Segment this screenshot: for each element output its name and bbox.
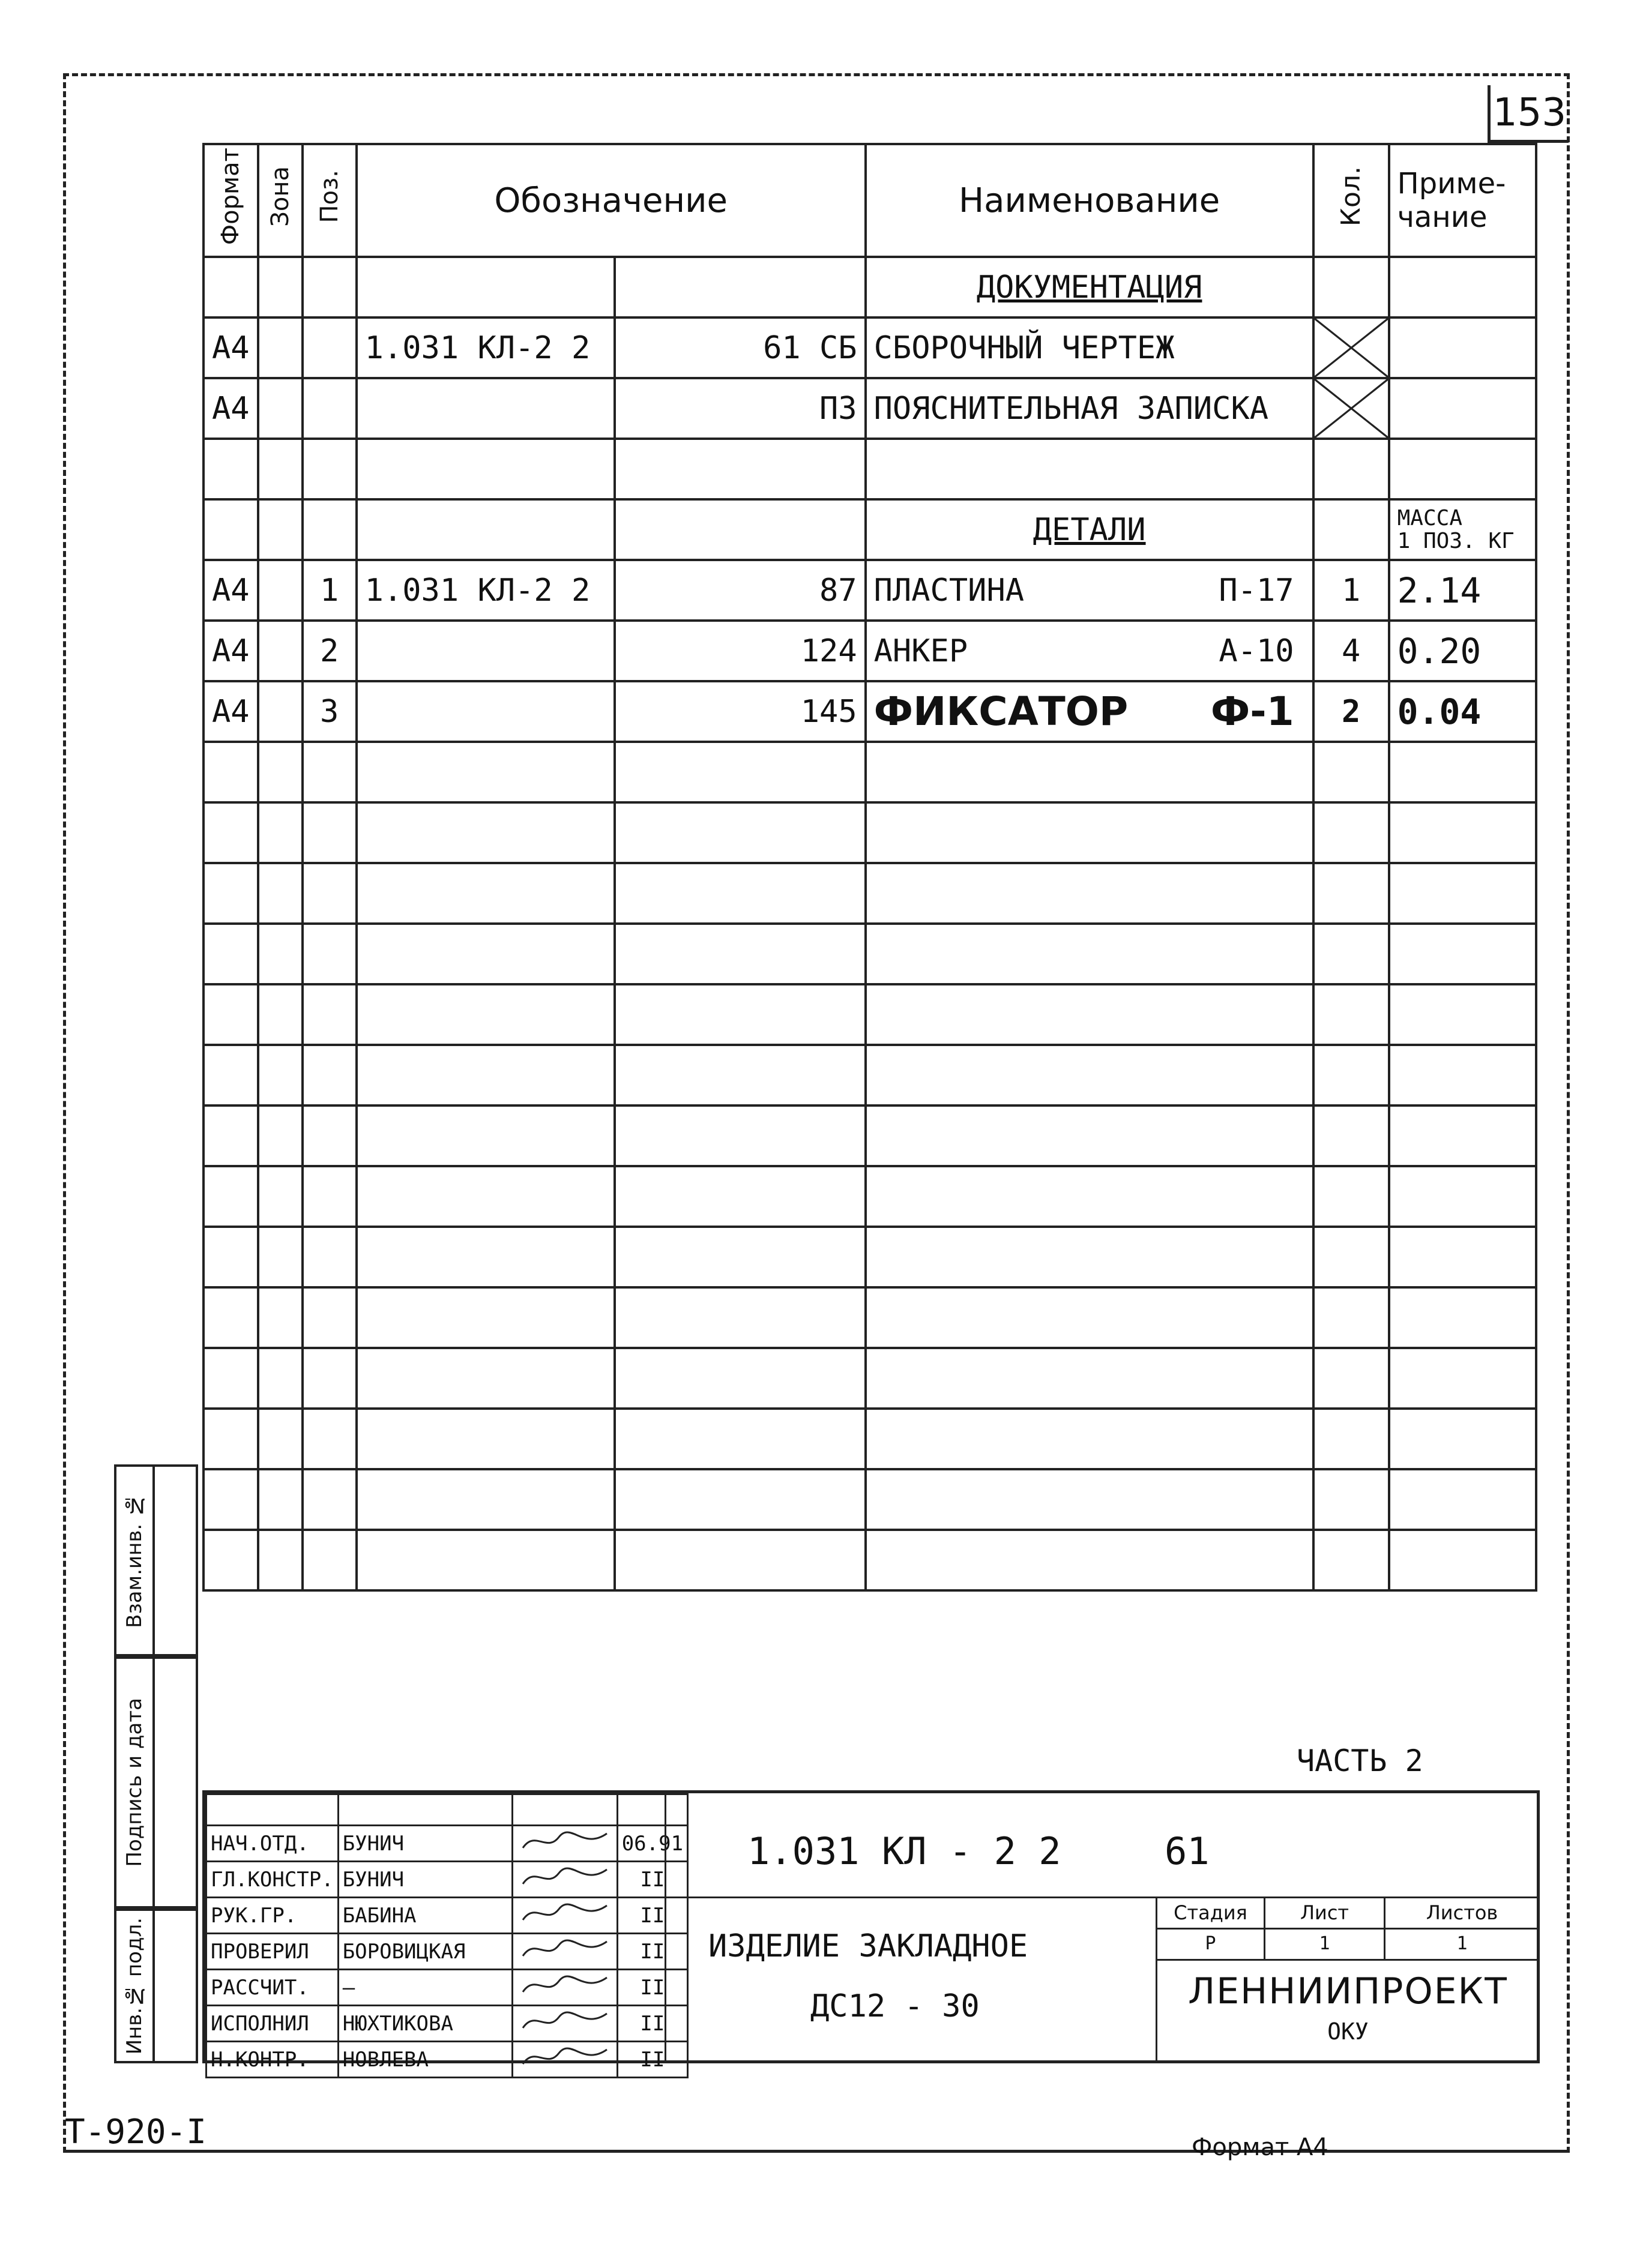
cell-empty xyxy=(1313,1348,1389,1409)
cell-zone xyxy=(258,621,303,681)
cell-empty xyxy=(258,1227,303,1287)
strip-inventory: Инв.№ подл. xyxy=(114,1909,198,2063)
cell-format xyxy=(203,499,258,560)
cell-empty xyxy=(615,1105,866,1166)
cell-qty: 2 xyxy=(1313,681,1389,742)
signature-sign xyxy=(512,1898,617,1934)
cell-zone xyxy=(258,317,303,378)
cell-empty xyxy=(1389,802,1536,863)
cell-note: МАССА 1 ПОЗ. КГ xyxy=(1389,499,1536,560)
product-code: ДС12 - 30 xyxy=(810,1988,980,2024)
cell-empty xyxy=(615,1469,866,1530)
cell-empty xyxy=(258,863,303,924)
empty-row xyxy=(203,1227,1536,1287)
cell-qty xyxy=(1313,378,1389,439)
cell-empty xyxy=(866,742,1313,802)
empty-row xyxy=(203,1469,1536,1530)
cell-empty xyxy=(615,1227,866,1287)
signature-row xyxy=(207,2042,688,2078)
signature-sign xyxy=(512,2042,617,2078)
cell-qty xyxy=(1313,317,1389,378)
signature-name: БОРОВИЦКАЯ xyxy=(338,1934,512,1970)
cell-empty xyxy=(615,1045,866,1105)
signature-date: 06.91 xyxy=(617,1826,687,1862)
cell-empty xyxy=(1313,984,1389,1045)
cell-empty xyxy=(866,1287,1313,1348)
empty-row xyxy=(203,1409,1536,1469)
signature-empty xyxy=(512,1794,617,1826)
handwritten-signature xyxy=(517,1898,613,1927)
cell-code xyxy=(615,499,866,560)
item-mark: Ф-1 xyxy=(1210,688,1294,735)
item-mark: П-17 xyxy=(1219,572,1294,609)
cell-designation xyxy=(357,499,615,560)
cell-empty xyxy=(258,1530,303,1590)
cell-empty xyxy=(1389,984,1536,1045)
cell-empty xyxy=(258,1409,303,1469)
product-title: ИЗДЕЛИЕ ЗАКЛАДНОЕ xyxy=(708,1928,1028,1964)
cell-empty xyxy=(303,1105,357,1166)
cell-empty xyxy=(357,742,615,802)
cell-empty xyxy=(258,1045,303,1105)
cell-code: 61 СБ xyxy=(615,317,866,378)
cell-empty xyxy=(258,1348,303,1409)
cell-empty xyxy=(258,1469,303,1530)
cell-empty xyxy=(203,1348,258,1409)
empty-row xyxy=(203,984,1536,1045)
cell-empty xyxy=(866,802,1313,863)
handwritten-signature xyxy=(517,2006,613,2035)
stage-label: Стадия xyxy=(1157,1898,1265,1930)
cell-empty xyxy=(303,742,357,802)
cell-empty xyxy=(1313,1227,1389,1287)
table-row xyxy=(203,317,1536,378)
cell-pos: 1 xyxy=(303,560,357,621)
empty-row xyxy=(203,802,1536,863)
cell-empty xyxy=(866,1166,1313,1227)
table-row xyxy=(203,560,1536,621)
signature-empty xyxy=(338,1794,512,1826)
cell-empty xyxy=(1313,1469,1389,1530)
title-block xyxy=(202,1790,1540,2072)
signature-sign xyxy=(512,1862,617,1898)
cell-format: А4 xyxy=(203,378,258,439)
cell-empty xyxy=(303,1045,357,1105)
signature-row xyxy=(207,1970,688,2006)
cell-format xyxy=(203,257,258,317)
cell-empty xyxy=(1313,742,1389,802)
cell-empty xyxy=(303,1227,357,1287)
signature-role: ИСПОЛНИЛ xyxy=(207,2006,339,2042)
cell-code xyxy=(615,257,866,317)
handwritten-signature xyxy=(517,2042,613,2071)
cell-empty xyxy=(615,1409,866,1469)
cell-pos xyxy=(303,378,357,439)
cell-empty xyxy=(303,802,357,863)
cell-empty xyxy=(303,1166,357,1227)
cell-empty xyxy=(1313,1530,1389,1590)
stage-field xyxy=(1156,1898,1537,2060)
cell-empty xyxy=(303,863,357,924)
cell-pos xyxy=(303,499,357,560)
signature-role: Н.КОНТР. xyxy=(207,2042,339,2078)
cell-empty xyxy=(1389,1469,1536,1530)
cell-empty xyxy=(1389,742,1536,802)
cell-empty xyxy=(303,984,357,1045)
specification-table xyxy=(202,143,1537,1592)
header-pos: Поз. xyxy=(303,144,357,257)
organization: ЛЕННИИПРОЕКТ xyxy=(1188,1970,1508,2012)
cell-empty xyxy=(615,1530,866,1590)
sheet-label: Лист xyxy=(1265,1898,1385,1930)
cell-note: 0.20 xyxy=(1389,621,1536,681)
cell-zone xyxy=(258,439,303,499)
signature-date: II xyxy=(617,1970,687,2006)
signature-name: НОВЛЕВА xyxy=(338,2042,512,2078)
cross-mark xyxy=(1315,379,1388,438)
cell-name: ФИКСАТОР Ф-1 xyxy=(866,681,1313,742)
cell-empty xyxy=(258,1105,303,1166)
cell-empty xyxy=(866,984,1313,1045)
cell-empty xyxy=(1313,1287,1389,1348)
table-row xyxy=(203,681,1536,742)
cell-code: ПЗ xyxy=(615,378,866,439)
cell-empty xyxy=(1389,1166,1536,1227)
table-row xyxy=(203,257,1536,317)
signature-row xyxy=(207,1826,688,1862)
signature-name: БУНИЧ xyxy=(338,1862,512,1898)
stage-value: Р xyxy=(1157,1930,1265,1961)
cell-empty xyxy=(357,1045,615,1105)
cell-empty xyxy=(615,1287,866,1348)
cell-designation xyxy=(357,378,615,439)
cell-pos xyxy=(303,317,357,378)
cell-empty xyxy=(866,863,1313,924)
code-field xyxy=(665,1793,1537,1898)
cell-empty xyxy=(866,1409,1313,1469)
cell-empty xyxy=(303,1287,357,1348)
table-row xyxy=(203,378,1536,439)
cell-note xyxy=(1389,439,1536,499)
part-label: ЧАСТЬ 2 xyxy=(1297,1743,1423,1778)
cell-empty xyxy=(258,802,303,863)
cell-empty xyxy=(615,1166,866,1227)
empty-row xyxy=(203,1045,1536,1105)
cell-code: 145 xyxy=(615,681,866,742)
cell-pos: 3 xyxy=(303,681,357,742)
header-qty: Кол. xyxy=(1313,144,1389,257)
cell-empty xyxy=(258,1166,303,1227)
cell-zone xyxy=(258,378,303,439)
cell-note xyxy=(1389,378,1536,439)
cell-designation xyxy=(357,439,615,499)
signature-row-empty xyxy=(207,1794,688,1826)
empty-row xyxy=(203,1166,1536,1227)
cell-empty xyxy=(615,802,866,863)
cell-empty xyxy=(1313,863,1389,924)
cell-empty xyxy=(357,863,615,924)
cell-code: 87 xyxy=(615,560,866,621)
empty-row xyxy=(203,1105,1536,1166)
cell-empty xyxy=(203,1409,258,1469)
cell-zone xyxy=(258,499,303,560)
cell-name xyxy=(866,439,1313,499)
signature-date: II xyxy=(617,1862,687,1898)
signature-role: ПРОВЕРИЛ xyxy=(207,1934,339,1970)
cell-empty xyxy=(203,1469,258,1530)
empty-row xyxy=(203,924,1536,984)
empty-row xyxy=(203,863,1536,924)
cell-empty xyxy=(203,1530,258,1590)
cell-empty xyxy=(203,1227,258,1287)
cell-empty xyxy=(203,1166,258,1227)
cell-empty xyxy=(1389,1348,1536,1409)
cell-empty xyxy=(866,1530,1313,1590)
cell-name: СБОРОЧНЫЙ ЧЕРТЕЖ xyxy=(866,317,1313,378)
cell-empty xyxy=(203,863,258,924)
empty-row xyxy=(203,1287,1536,1348)
cell-name: ПЛАСТИНА П-17 xyxy=(866,560,1313,621)
cell-empty xyxy=(1389,1530,1536,1590)
cell-empty xyxy=(203,924,258,984)
signature-sign xyxy=(512,1826,617,1862)
handwritten-signature xyxy=(517,1970,613,1999)
cell-empty xyxy=(203,802,258,863)
cell-empty xyxy=(303,924,357,984)
cell-empty xyxy=(357,984,615,1045)
cell-empty xyxy=(615,863,866,924)
cell-format xyxy=(203,439,258,499)
signature-name: БУНИЧ xyxy=(338,1826,512,1862)
cell-empty xyxy=(1313,1166,1389,1227)
cell-pos: 2 xyxy=(303,621,357,681)
cell-qty xyxy=(1313,439,1389,499)
cell-pos xyxy=(303,257,357,317)
handwritten-signature xyxy=(517,1826,613,1855)
cell-empty xyxy=(1313,1409,1389,1469)
cell-empty xyxy=(203,1105,258,1166)
signature-sign xyxy=(512,1970,617,2006)
cell-empty xyxy=(357,1105,615,1166)
cell-empty xyxy=(258,1287,303,1348)
cell-empty xyxy=(203,984,258,1045)
cell-empty xyxy=(866,1105,1313,1166)
signature-role: РАССЧИТ. xyxy=(207,1970,339,2006)
handwritten-signature xyxy=(517,1862,613,1891)
cell-empty xyxy=(866,1348,1313,1409)
cell-format: А4 xyxy=(203,681,258,742)
cell-empty xyxy=(258,984,303,1045)
cell-empty xyxy=(357,1287,615,1348)
table-row xyxy=(203,621,1536,681)
cell-empty xyxy=(203,742,258,802)
signature-row xyxy=(207,2006,688,2042)
cell-empty xyxy=(303,1469,357,1530)
cell-empty xyxy=(357,1469,615,1530)
cell-empty xyxy=(357,1530,615,1590)
cell-format: А4 xyxy=(203,560,258,621)
table-header xyxy=(203,144,1536,257)
cell-empty xyxy=(203,1045,258,1105)
cell-name: АНКЕР А-10 xyxy=(866,621,1313,681)
empty-row xyxy=(203,1530,1536,1590)
cell-empty xyxy=(357,1409,615,1469)
header-designation: Обозначение xyxy=(357,144,866,257)
signature-sign xyxy=(512,1934,617,1970)
signature-empty xyxy=(207,1794,339,1826)
cell-empty xyxy=(1313,1045,1389,1105)
handwritten-signature xyxy=(517,1934,613,1963)
cell-code: 124 xyxy=(615,621,866,681)
strip-signature: Подпись и дата xyxy=(114,1656,198,1909)
signature-row xyxy=(207,1898,688,1934)
cell-designation xyxy=(357,257,615,317)
cell-empty xyxy=(615,1348,866,1409)
cell-empty xyxy=(258,742,303,802)
cell-empty xyxy=(357,924,615,984)
cell-zone xyxy=(258,681,303,742)
signature-name: — xyxy=(338,1970,512,2006)
table-row xyxy=(203,499,1536,560)
sheet-number: 153 xyxy=(1488,85,1569,143)
signature-table xyxy=(205,1793,689,2078)
cell-empty xyxy=(1313,924,1389,984)
cell-designation xyxy=(357,681,615,742)
footer-code: Т-920-I xyxy=(65,2113,207,2152)
cell-empty xyxy=(1389,1105,1536,1166)
cell-empty xyxy=(1389,924,1536,984)
cell-note: 2.14 xyxy=(1389,560,1536,621)
cell-empty xyxy=(303,1348,357,1409)
header-zone: Зона xyxy=(258,144,303,257)
cell-empty xyxy=(203,1287,258,1348)
cell-code xyxy=(615,439,866,499)
header-note: Приме- чание xyxy=(1389,144,1536,257)
cell-note xyxy=(1389,257,1536,317)
cell-empty xyxy=(866,1469,1313,1530)
cell-name: ДЕТАЛИ xyxy=(866,499,1313,560)
signature-date: II xyxy=(617,1898,687,1934)
department: ОКУ xyxy=(1327,2018,1369,2045)
cell-designation xyxy=(357,621,615,681)
cell-pos xyxy=(303,439,357,499)
signature-date: II xyxy=(617,2006,687,2042)
cell-name: ПОЯСНИТЕЛЬНАЯ ЗАПИСКА xyxy=(866,378,1313,439)
cell-empty xyxy=(1389,1287,1536,1348)
cell-empty xyxy=(615,984,866,1045)
table-row xyxy=(203,439,1536,499)
cell-empty xyxy=(1389,1227,1536,1287)
cell-note: 0.04 xyxy=(1389,681,1536,742)
cell-empty xyxy=(1389,863,1536,924)
signature-name: НЮХТИКОВА xyxy=(338,2006,512,2042)
cell-empty xyxy=(1389,1045,1536,1105)
signature-role: РУК.ГР. xyxy=(207,1898,339,1934)
cell-zone xyxy=(258,257,303,317)
cell-format: А4 xyxy=(203,317,258,378)
signature-name: БАБИНА xyxy=(338,1898,512,1934)
signature-row xyxy=(207,1862,688,1898)
cell-empty xyxy=(357,1227,615,1287)
cross-mark xyxy=(1315,319,1388,377)
sheets-value: 1 xyxy=(1385,1930,1539,1961)
cell-empty xyxy=(303,1409,357,1469)
cell-qty xyxy=(1313,257,1389,317)
cell-empty xyxy=(1313,802,1389,863)
cell-name: ДОКУМЕНТАЦИЯ xyxy=(866,257,1313,317)
cell-empty xyxy=(615,924,866,984)
item-mark: А-10 xyxy=(1219,633,1294,669)
document-number: 61 xyxy=(1165,1829,1210,1873)
header-name: Наименование xyxy=(866,144,1313,257)
cell-note xyxy=(1389,317,1536,378)
signature-date: II xyxy=(617,1934,687,1970)
footer-format: Формат А4 xyxy=(1192,2134,1328,2161)
cell-empty xyxy=(357,1348,615,1409)
title-field xyxy=(665,1898,1156,2060)
cell-empty xyxy=(357,1166,615,1227)
cell-empty xyxy=(1313,1105,1389,1166)
cell-empty xyxy=(866,1045,1313,1105)
cell-empty xyxy=(866,924,1313,984)
cell-empty xyxy=(615,742,866,802)
signature-row xyxy=(207,1934,688,1970)
cell-zone xyxy=(258,560,303,621)
cell-designation: 1.031 КЛ-2 2 xyxy=(357,560,615,621)
cell-empty xyxy=(258,924,303,984)
signature-date: II xyxy=(617,2042,687,2078)
empty-row xyxy=(203,1348,1536,1409)
cell-format: А4 xyxy=(203,621,258,681)
signature-role: НАЧ.ОТД. xyxy=(207,1826,339,1862)
cell-empty xyxy=(357,802,615,863)
cell-empty xyxy=(866,1227,1313,1287)
sheet-value: 1 xyxy=(1265,1930,1385,1961)
cell-qty xyxy=(1313,499,1389,560)
cell-designation: 1.031 КЛ-2 2 xyxy=(357,317,615,378)
cell-empty xyxy=(303,1530,357,1590)
sheets-label: Листов xyxy=(1385,1898,1539,1930)
cell-qty: 4 xyxy=(1313,621,1389,681)
strip-substitute: Взам.инв. № xyxy=(114,1464,198,1656)
cell-qty: 1 xyxy=(1313,560,1389,621)
header-format: Формат xyxy=(203,144,258,257)
signature-role: ГЛ.КОНСТР. xyxy=(207,1862,339,1898)
cell-empty xyxy=(1389,1409,1536,1469)
signature-sign xyxy=(512,2006,617,2042)
empty-row xyxy=(203,742,1536,802)
document-code: 1.031 КЛ - 2 2 xyxy=(747,1829,1061,1873)
